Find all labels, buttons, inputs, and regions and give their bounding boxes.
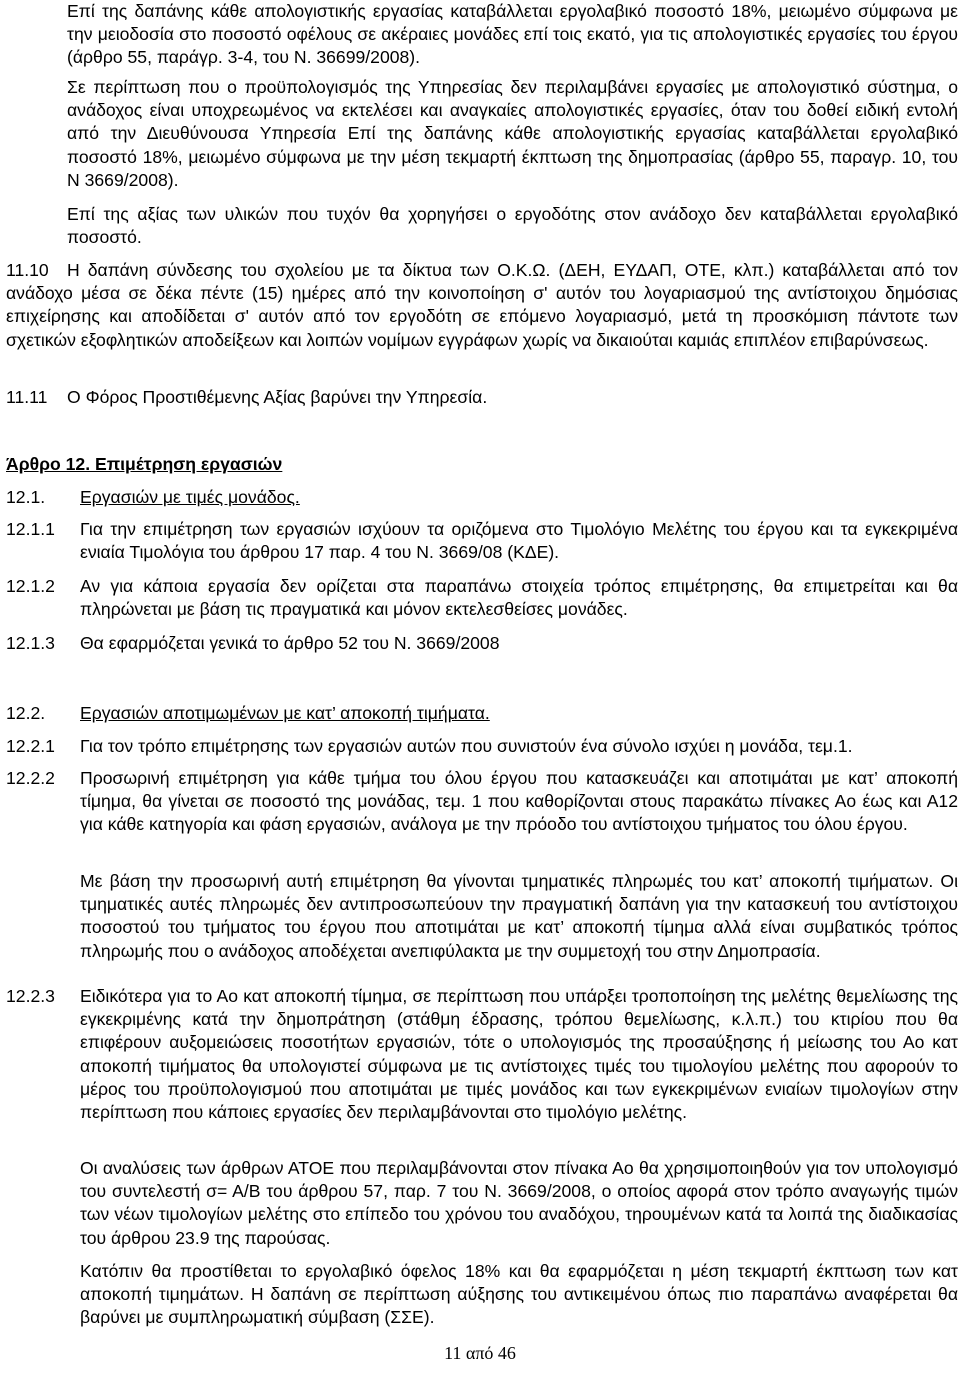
section-number-12-1-1: 12.1.1 [6,519,55,539]
section-12-2-title: Εργασιών αποτιμωμένων με κατ’ αποκοπή τιμήματα. [80,703,490,723]
section-number-11-10: 11.10 [6,260,49,280]
article-12-heading: Άρθρο 12. Επιμέτρηση εργασιών [6,454,283,474]
paragraph-intro: Επί της δαπάνης κάθε απολογιστικής εργασίας καταβάλλεται εργολαβικό ποσοστό 18%, μειωμένο σύμφωνα με την μειοδοσία στο ποσοστό οφέλους σε ακέραιες μονάδες επί τοις εκατό, για τις απολογιστικές εργασίες του έργου (άρθρο 55, παράγρ. 3-4, του Ν. 36699/2008). [67,1,958,68]
section-12-2-2-text: Προσωρινή επιμέτρηση για κάθε τμήμα του όλου έργου που κατασκευάζει και αποτιμάται με κατ’ αποκοπή τίμημα, θα γίνεται σε ποσοστό της μονάδας, τεμ. 1 που καθορίζονται στους παρακάτω πίνακες Αο έως και Α12 για κάθε κατηγορία και φάση εργασιών, ανάλογα με την πρόοδο του αντίστοιχου τμήματος του όλου έργου. [80,768,958,835]
section-number-12-1-2: 12.1.2 [6,576,55,596]
section-number-11-11: 11.11 [6,387,48,407]
section-12-2-3-paragraph-2: Οι αναλύσεις των άρθρων ΑΤΟΕ που περιλαμβάνονται στον πίνακα Αο θα χρησιμοποιηθούν για τον υπολογισμό του συντελεστή σ= Α/Β του άρθρου 57, παρ. 7 του Ν. 3669/2008, ο οποίος αφορά στον τρόπο αναγωγής τιμών των νέων τιμολογίων μελέτης στο επίπεδο του χρόνου του αναδόχου, τηρουμένων κατά τα λοιπά της διαδικασίας του άρθρου 23.9 της παρούσας. [80,1158,958,1248]
section-12-1-title: Εργασιών με τιμές μονάδος. [80,487,300,507]
section-12-2-1-text: Για τον τρόπο επιμέτρησης των εργασιών αυτών που συνιστούν ένα σύνολο ισχύει η μονάδα, τεμ.1. [80,736,853,756]
section-12-2-2-paragraph-2: Με βάση την προσωρινή αυτή επιμέτρηση θα γίνονται τμηματικές πληρωμές του κατ’ αποκοπή τιμήματων. Οι τμηματικές αυτές πληρωμές δεν αντιπροσωπεύουν την πραγματική δαπάνη για την κατασκευή του αντίστοιχου ποσοστού του τμήματος του έργου που αποτιμάται με κατ’ αποκοπή τίμημα αλλά είναι συμβατικός τρόπος πληρωμής που ο ανάδοχος αποδέχεται ανεπιφύλακτα με την συμμετοχή του στην Δημοπρασία. [80,871,958,961]
section-12-2-3-paragraph-3: Κατόπιν θα προστίθεται το εργολαβικό όφελος 18% και θα εφαρμόζεται η μέση τεκμαρτή έκπτωση των κατ αποκοπή τιμημάτων. Η δαπάνη σε περίπτωση αύξησης του αντικειμένου όπως πιο παραπάνω αναφέρεται θα βαρύνει με συμπληρωματική σύμβαση (ΣΣΕ). [80,1261,958,1328]
section-11-10-text: Η δαπάνη σύνδεσης του σχολείου με τα δίκτυα των Ο.Κ.Ω. (ΔΕΗ, ΕΥΔΑΠ, ΟΤΕ, κλπ.) καταβάλλεται από τον ανάδοχο μέσα σε δέκα πέντε (15) ημέρες από την κοινοποίηση σ' αυτόν του λογαριασμού της αντίστοιχου δημόσιας επιχείρησης και αποδίδεται σ' αυτόν από τον εργοδότη σε επόμενο λογαριασμό, μετά τη προσκόμιση πάντοτε των σχετικών εξοφλητικών αποδείξεων και λοιπών νομίμων εγγράφων χωρίς να δικαιούται καμιάς επιπλέον επιβαρύνσεως. [6,260,958,350]
section-number-12-2-2: 12.2.2 [6,768,55,788]
section-12-1-2-text: Αν για κάποια εργασία δεν ορίζεται στα παραπάνω στοιχεία τρόπος επιμέτρησης, θα επιμετρείται και θα πληρώνεται με βάση τις πραγματικά και μόνον εκτελεσθείσες μονάδες. [80,576,958,620]
section-12-1-1-text: Για την επιμέτρηση των εργασιών ισχύουν τα οριζόμενα στο Τιμολόγιο Μελέτης του έργου και τα εγκεκριμένα ενιαία Τιμολόγια του άρθρου 17 παρ. 4 του Ν. 3669/08 (ΚΔΕ). [80,519,958,563]
paragraph-materials: Επί της αξίας των υλικών που τυχόν θα χορηγήσει ο εργοδότης στον ανάδοχο δεν καταβάλλεται εργολαβικό ποσοστό. [67,204,958,248]
section-number-12-2: 12.2. [6,703,46,723]
section-number-12-1: 12.1. [6,487,46,507]
section-11-11-text: Ο Φόρος Προστιθέμενης Αξίας βαρύνει την Υπηρεσία. [67,387,488,407]
section-12-2-3-text: Ειδικότερα για το Αο κατ αποκοπή τίμημα, σε περίπτωση που υπάρξει τροποποίηση της μελέτης θεμελίωσης της εγκεκριμένης κατά την δημοπράτηση (στάθμη έδρασης, τρόπου θεμελίωσης, κ.λ.π.) του κτιρίου που θα επιφέρουν αυξομειώσεις ποσοτήτων εργασιών, τότε ο υπολογισμός της προσαύξησης ή μείωσης του Αο κατ αποκοπή τιμήματος θα υπολογιστεί σύμφωνα με τις αντίστοιχες τιμές του τιμολογίου μελέτης που αφορούν το μέρος του προϋπολογισμού που αποτιμάται με τιμές μονάδος και των εγκεκριμένων ενιαίων τιμολογίων στην περίπτωση που κάποιες εργασίες δεν περιλαμβάνονται στο τιμολόγιο μελέτης. [80,986,958,1123]
section-number-12-2-1: 12.2.1 [6,736,55,756]
paragraph-case: Σε περίπτωση που ο προϋπολογισμός της Υπηρεσίας δεν περιλαμβάνει εργασίες με απολογιστικό σύστημα, ο ανάδοχος είναι υποχρεωμένος να εκτελέσει και αναγκαίες απολογιστικές εργασίες, όταν του δοθεί ειδική εντολή από την Διευθύνουσα Υπηρεσία Επί της δαπάνης κάθε απολογιστικής εργασίας καταβάλλεται εργολαβικό ποσοστό 18%, μειωμένο σύμφωνα με την μέση τεκμαρτή έκπτωση της δημοπρασίας (άρθρο 55, παραγρ. 10, του Ν 3669/2008). [67,77,958,190]
section-number-12-1-3: 12.1.3 [6,633,55,653]
page-number-footer: 11 από 46 [444,1343,516,1363]
section-number-12-2-3: 12.2.3 [6,986,55,1006]
section-12-1-3-text: Θα εφαρμόζεται γενικά το άρθρο 52 του Ν. 3669/2008 [80,633,500,653]
